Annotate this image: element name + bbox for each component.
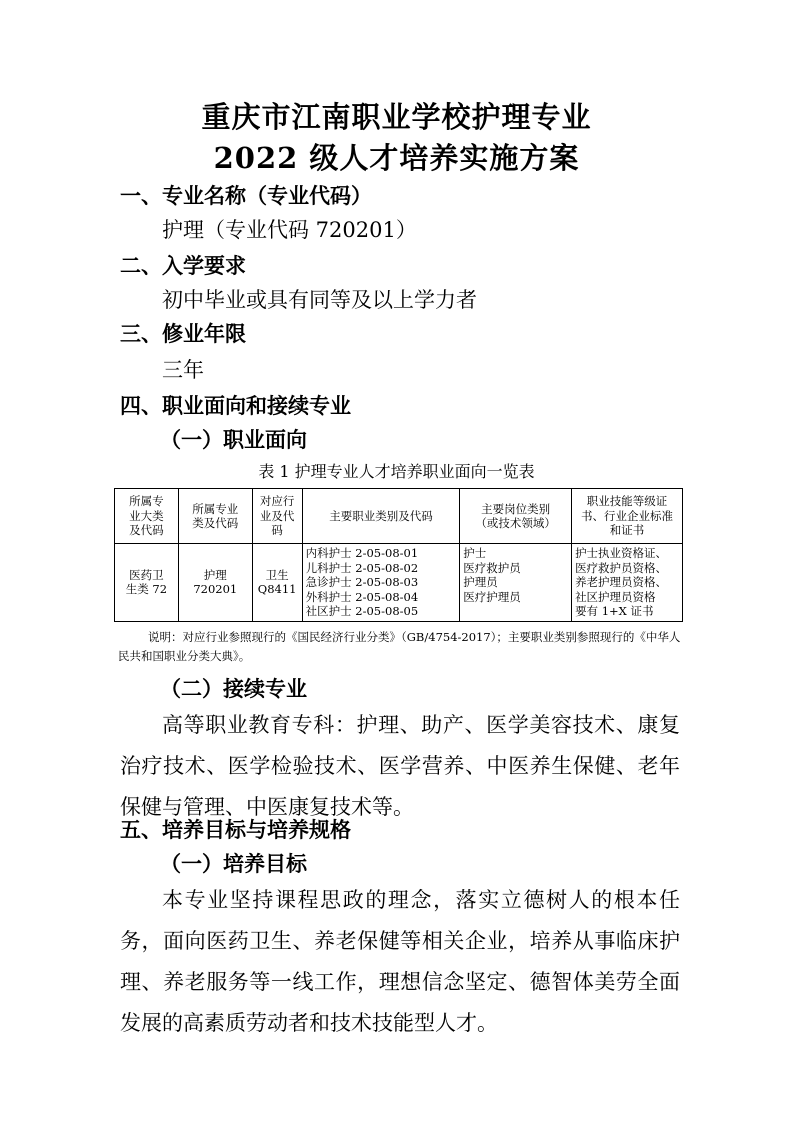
section-5-sub1-body: 本专业坚持课程思政的理念，落实立德树人的根本任务，面向医药卫生、养老保健等相关企业，培养从事临床护理、养老服务等一线工作，理想信念坚定、德智体美劳全面发展的高素质劳动者和技术技能型人才。 [120, 888, 680, 1035]
header-positions: 主要岗位类别 （或技术领域） [460, 489, 572, 544]
cell-major-category: 医药卫 生类 72 [115, 544, 179, 622]
occupation-table [114, 488, 683, 622]
table-note: 说明：对应行业参照现行的《国民经济行业分类》（GB/4754-2017）；主要职业类别参照现行的《中华人民共和国职业分类大典》。 [118, 630, 681, 663]
table-header-row [115, 489, 683, 544]
section-5-heading: 五、培养目标与培养规格 [120, 818, 351, 842]
table-row [115, 544, 683, 622]
cell-industry: 卫生 Q8411 [252, 544, 302, 622]
section-5-sub1-heading: （一）培养目标 [160, 852, 307, 876]
header-industry: 对应行 业及代 码 [252, 489, 302, 544]
section-1-body: 护理（专业代码 720201） [162, 218, 417, 242]
header-certificates: 职业技能等级证 书、行业企业标准 和证书 [572, 489, 683, 544]
section-1-heading: 一、专业名称（专业代码） [120, 184, 372, 208]
cell-certificates: 护士执业资格证、 医疗救护员资格、 养老护理员资格、 社区护理员资格 要有 1+X 证书 [572, 544, 683, 622]
document-title-line-2: 2022 级人才培养实施方案 [213, 141, 580, 175]
header-major-category: 所属专 业大类 及代码 [115, 489, 179, 544]
section-3-heading: 三、修业年限 [120, 322, 246, 346]
header-occupations: 主要职业类别及代码 [302, 489, 460, 544]
table-caption: 表 1 护理专业人才培养职业面向一览表 [258, 462, 535, 481]
cell-occupations: 内科护士 2-05-08-01 儿科护士 2-05-08-02 急诊护士 2-05-08-03 外科护士 2-05-08-04 社区护士 2-05-08-05 [302, 544, 460, 622]
section-4-sub1-heading: （一）职业面向 [160, 428, 307, 452]
cell-positions: 护士 医疗救护员 护理员 医疗护理员 [460, 544, 572, 622]
section-4-sub2-heading: （二）接续专业 [160, 677, 307, 701]
header-major-class: 所属专业 类及代码 [178, 489, 252, 544]
section-3-body: 三年 [162, 358, 204, 382]
section-4-heading: 四、职业面向和接续专业 [120, 394, 351, 418]
document-title-line-1: 重庆市江南职业学校护理专业 [201, 100, 592, 134]
cell-major-class: 护理 720201 [178, 544, 252, 622]
section-4-sub2-body: 高等职业教育专科：护理、助产、医学美容技术、康复治疗技术、医学检验技术、医学营养、中医养生保健、老年保健与管理、中医康复技术等。 [120, 713, 680, 819]
section-2-heading: 二、入学要求 [120, 254, 246, 278]
section-2-body: 初中毕业或具有同等及以上学力者 [162, 288, 477, 312]
